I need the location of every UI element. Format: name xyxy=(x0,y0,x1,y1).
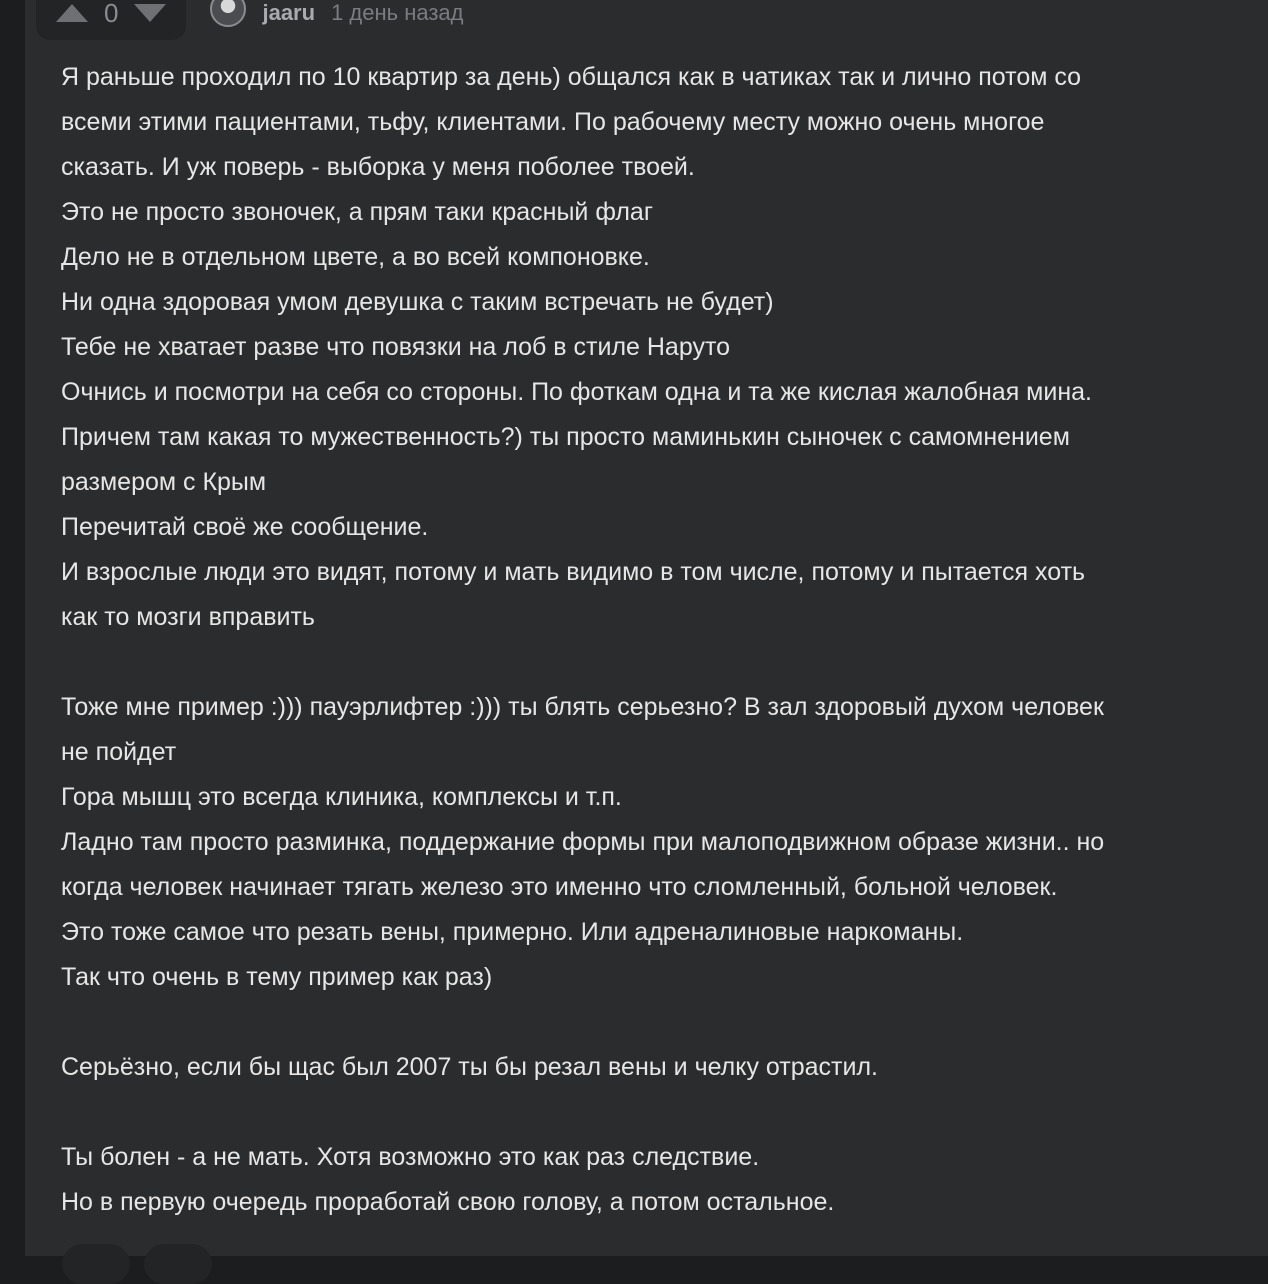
comment-line: Тоже мне пример :))) пауэрлифтер :))) ты блять серьезно? В зал здоровый духом человек xyxy=(61,693,1104,721)
comment-line: Но в первую очередь проработай свою голову, а потом остальное. xyxy=(61,1188,835,1216)
comment-line: Ладно там просто разминка, поддержание формы при малоподвижном образе жизни.. но xyxy=(61,828,1105,856)
comment-line: когда человек начинает тягать железо это именно что сломленный, больной человек. xyxy=(61,873,1058,901)
comment-line: Это не просто звоночек, а прям таки красный флаг xyxy=(61,198,653,226)
comment-line: Ты болен - а не мать. Хотя возможно это как раз следствие. xyxy=(61,1143,760,1171)
comment-line: Серьёзно, если бы щас был 2007 ты бы резал вены и челку отрастил. xyxy=(61,1053,878,1081)
comment-line: Гора мышц это всегда клиника, комплексы и т.п. xyxy=(61,783,622,811)
author-name[interactable]: jaaru xyxy=(262,0,316,25)
comment-line: Так что очень в тему пример как раз) xyxy=(61,963,493,991)
comment-blank-line xyxy=(61,1090,1241,1135)
comment-line: сказать. И уж поверь - выборка у меня поболее твоей. xyxy=(61,153,695,181)
comment-timestamp[interactable]: 1 день назад xyxy=(331,0,464,25)
comment-line: Это тоже самое что резать вены, примерно. Или адреналиновые наркоманы. xyxy=(61,918,964,946)
comment-line: Перечитай своё же сообщение. xyxy=(61,513,429,541)
downvote-arrow-icon[interactable] xyxy=(134,4,166,22)
comment-blank-line xyxy=(61,640,1241,685)
comment-line: И взрослые люди это видят, потому и мать видимо в том числе, потому и пытается хоть xyxy=(61,558,1086,586)
comment-body xyxy=(61,55,1241,1225)
comment-line: размером с Крым xyxy=(61,468,267,496)
comment-line: Причем там какая то мужественность?) ты просто маминькин сыночек с самомнением xyxy=(61,423,1070,451)
vote-widget xyxy=(36,0,186,40)
comment-blank-line xyxy=(61,1000,1241,1045)
comment-line: не пойдет xyxy=(61,738,177,766)
comment-line: Тебе не хватает разве что повязки на лоб в стиле Наруто xyxy=(61,333,731,361)
comment-actions xyxy=(62,1244,212,1284)
comment-line: всеми этими пациентами, тьфу, клиентами. По рабочему месту можно очень многое xyxy=(61,108,1045,136)
comment-line: Ни одна здоровая умом девушка с таким встречать не будет) xyxy=(61,288,774,316)
comment-line: как то мозги вправить xyxy=(61,603,315,631)
comment-line: Я раньше проходил по 10 квартир за день) общался как в чатиках так и лично потом со xyxy=(61,63,1082,91)
comment-line: Очнись и посмотри на себя со стороны. По фоткам одна и та же кислая жалобная мина. xyxy=(61,378,1092,406)
comment-line: Дело не в отдельном цвете, а во всей компоновке. xyxy=(61,243,650,271)
comment-header xyxy=(36,0,464,40)
vote-score: 0 xyxy=(104,0,119,28)
upvote-arrow-icon[interactable] xyxy=(56,4,88,22)
reply-button[interactable] xyxy=(62,1244,130,1284)
avatar[interactable] xyxy=(210,0,246,27)
more-actions-button[interactable] xyxy=(144,1244,212,1284)
